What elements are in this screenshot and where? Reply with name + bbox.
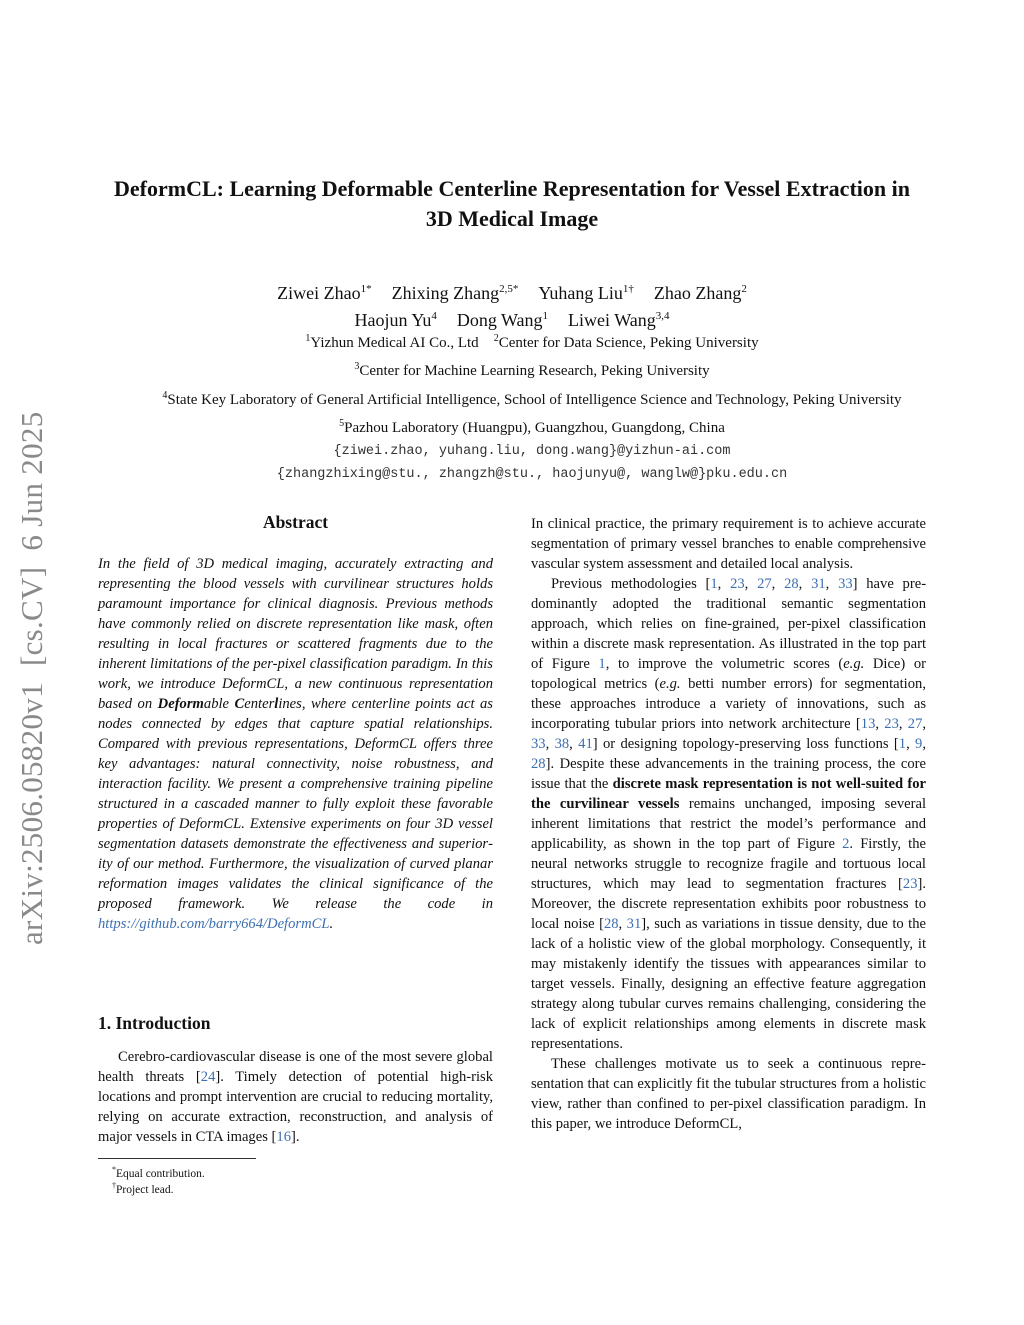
citation-link[interactable]: https://github.com/barry664/DeformCL [98,916,330,932]
citation-link[interactable]: 23 [884,716,899,732]
text-run: , [922,716,927,732]
footnote-divider [98,1158,256,1159]
affiliation: Center for Data Science, Peking University [498,335,759,351]
footnote-text: Equal contribution. [116,1167,205,1180]
citation-link[interactable]: 24 [200,1069,216,1085]
text-run: ]. Moreover, the discrete representation exhibits poor robustness to local noise [ [531,876,926,932]
footnote-text: Project lead. [116,1183,174,1196]
text-run: In clinical practice, the primary requirement is to achieve accurate segmentation of primary vessel branches to enable comprehensive vascular system assessment and detailed local analysis. [531,516,926,572]
citation-link[interactable]: 31 [811,576,826,592]
body-paragraph [531,574,926,1054]
abstract-paragraph [98,554,493,934]
introduction-left [98,1047,493,1147]
citation-link[interactable]: 28 [531,756,546,772]
citation-link[interactable]: 38 [554,736,570,752]
affiliation-line [60,355,1004,383]
citation-link[interactable]: 1 [710,576,718,592]
citation-link[interactable]: 9 [915,736,923,752]
author: Ziwei Zhao$^{1*}$ [277,283,372,303]
text-run: ] have predominantly adopted the traditional semantic segmentation approach, which relies on fine-grained, per-pixel classification within a discrete mask representation. As illustrated in the top part of Figure [531,576,927,672]
text-run: e.g. [659,676,681,692]
citation-link[interactable]: 33 [838,576,853,592]
author-affiliation-mark: 1 [542,310,549,322]
text-run: . Firstly, the neural networks struggle to recognize fragile and tortuous local structures, which may lead to segmentation fractures [ [531,836,926,892]
body-paragraph [531,514,926,574]
citation-link[interactable]: 28 [603,916,619,932]
citation-link[interactable]: 33 [531,736,546,752]
citation-link[interactable]: 1 [598,656,606,672]
bold-text: Deform [157,696,204,712]
author-affiliation-mark: 4 [431,310,437,322]
affiliation: Pazhou Laboratory (Huangpu), Guangzhou, Guangdong, China [344,419,725,436]
text-run: These challenges motivate us to seek a continuous representation that can explicitly fit the tubular structures from a holistic view, rather than confined to per-pixel classification paradigm. In this paper, we introduce DeformCL, [531,1056,926,1132]
text-run: Previous methodologies [ [551,576,711,592]
aff-sup: 5 [339,417,345,429]
affiliations [60,327,1004,487]
text-run: ]. Timely detection of potential high-risk locations and prompt intervention are crucial to reducing mortality, relying on accurate extraction, reconstruction, and analysis of major vessels in CTA images [ [98,1069,493,1145]
text-run: e.g. [843,656,865,672]
aff-sup: 1 [305,333,311,344]
affiliation-line [60,327,1004,355]
text-run: . [329,916,334,932]
affiliation-line [60,412,1004,440]
bold-text: C [234,696,245,712]
author: Zhao Zhang$^2$ [653,283,747,303]
affiliation: Yizhun Medical AI Co., Ltd [310,335,479,351]
text-run: Cerebro-cardiovascular disease is one of the most severe global health threats [ [98,1049,493,1085]
citation-link[interactable]: 23 [902,876,918,892]
body-paragraph [531,1054,926,1134]
text-run: ]. Despite these advancements in the training process, the core issue that the [531,756,926,792]
text-run: , [744,576,758,592]
author: Zhixing Zhang$^{2,5*}$ [391,283,519,303]
author-affiliation-mark: 2 [741,283,747,295]
citation-link[interactable]: 41 [578,736,593,752]
text-run: , [898,716,908,732]
text-run: In the field of 3D medical imaging, accurately extracting and representing the blood vessels with curvilinear structures holds paramount importance for clinical diagnosis. Previous methods have commonly relied on discrete representation like mask, often resulting in local fractures or scattered fragments due to the inherent limitations of the per-pixel classification paradigm. In this work, we introduce DeformCL, a new continuous representation based on [98,556,493,712]
text-run: ], such as variations in tissue density, due to the lack of a holistic view of the global morphology. Consequently, it may mistakenly identify the tissues with appearances similar to target vessels. Finally, designing an effective feature aggregation strategy along tubular curves remains challenging, considering the lack of explicit relationships among elements in discrete mask representations. [531,916,926,1052]
author-affiliation-mark: 2,5* [499,283,519,295]
aff-sup: 2 [493,333,499,344]
text-run: , [545,736,555,752]
text-run: ines, where centerline points act as nodes connected by edges that capture spatial relationships. Compared with previous representations, DeformCL offers three key advantages: natural connectivity, noise robustness, and interaction facility. We present a comprehensive training pipeline structured in a cascaded manner to fully exploit these favorable properties of DeformCL. Extensive experiments on four 3D vessel segmentation datasets demonstrate the effectiveness and superiority of our method. Furthermore, the visualization of curved planar reformation images validates the clinical significance of the proposed framework. We release the code in [98,696,493,912]
citation-link[interactable]: 13 [860,716,876,732]
author: Liwei Wang$^{3,4}$ [568,310,670,330]
introduction-heading: 1. Introduction [98,1013,211,1033]
author: Haojun Yu$^4$ [354,310,437,330]
text-run: , [825,576,839,592]
email-line: {zhangzhixing@stu., zhangzh@stu., haojunyu@, wanglw@}pku.edu.cn [276,467,788,483]
text-run: , [922,736,926,752]
citation-link[interactable]: 31 [626,916,642,932]
text-run: , [798,576,812,592]
citation-link[interactable]: 23 [730,576,745,592]
text-run: remains unchanged, imposing several inherent limitations that restrict the model’s performance and applicability, as shown in the top part of Figure [531,796,926,852]
bold-text: discrete mask representation is not well-suited for the curvilinear vessels [531,776,926,812]
text-run: ]. [290,1129,300,1145]
citation-link[interactable]: 16 [276,1129,291,1145]
text-run: able [203,696,235,712]
author-affiliation-mark: 3,4 [655,310,670,322]
text-run: , [771,576,785,592]
author-affiliation-mark: 1† [622,283,634,295]
author-affiliation-mark: 1* [360,283,372,295]
affiliation: Center for Machine Learning Research, Peking University [359,363,710,380]
text-run: , [618,916,627,932]
text-run: , [906,736,916,752]
bold-text: l [274,696,279,712]
aff-sup: 3 [354,361,360,373]
affiliation: State Key Laboratory of General Artificial Intelligence, School of Intelligence Science and Technology, Peking University [167,391,902,408]
text-run: , [717,576,731,592]
text-run: , [875,716,885,732]
text-run: , to improve the volumetric scores ( [605,656,844,672]
citation-link[interactable]: 2 [842,836,850,852]
citation-link[interactable]: 28 [784,576,799,592]
text-run: betti number errors) for segmentation, these approaches introduce a variety of innovations, such as incorporating tubular priors into network architecture [ [531,676,926,732]
text-run: Dice) or topological metrics ( [531,656,926,692]
introduction-right [531,514,926,1134]
citation-link[interactable]: 27 [907,716,923,732]
citation-link[interactable]: 1 [898,736,907,752]
text-run: , [569,736,579,752]
text-run: enter [244,696,275,712]
abstract-body [98,554,493,934]
affiliation-line [60,384,1004,412]
aff-sup: 4 [162,389,168,401]
abstract-heading: Abstract [262,512,329,532]
paper-title: DeformCL: Learning Deformable Centerline Representation for Vessel Extraction in 3D Medical Image [114,176,910,231]
author-list [60,278,964,332]
intro-paragraph [98,1047,493,1147]
footnote-mark: † [112,1181,116,1190]
footnote [112,1178,173,1198]
citation-link[interactable]: 27 [757,576,772,592]
arxiv-identifier: arXiv:2506.05820v1 [cs.CV] 6 Jun 2025 [14,411,49,945]
author: Yuhang Liu$^{1\dagger}$ [538,283,634,303]
text-run: ] or designing topology-preserving loss functions [ [592,736,899,752]
author: Dong Wang$^1$ [456,310,549,330]
email-line: {ziwei.zhao, yuhang.liu, dong.wang}@yizhun-ai.com [333,444,731,460]
footnote-mark: * [112,1165,116,1174]
